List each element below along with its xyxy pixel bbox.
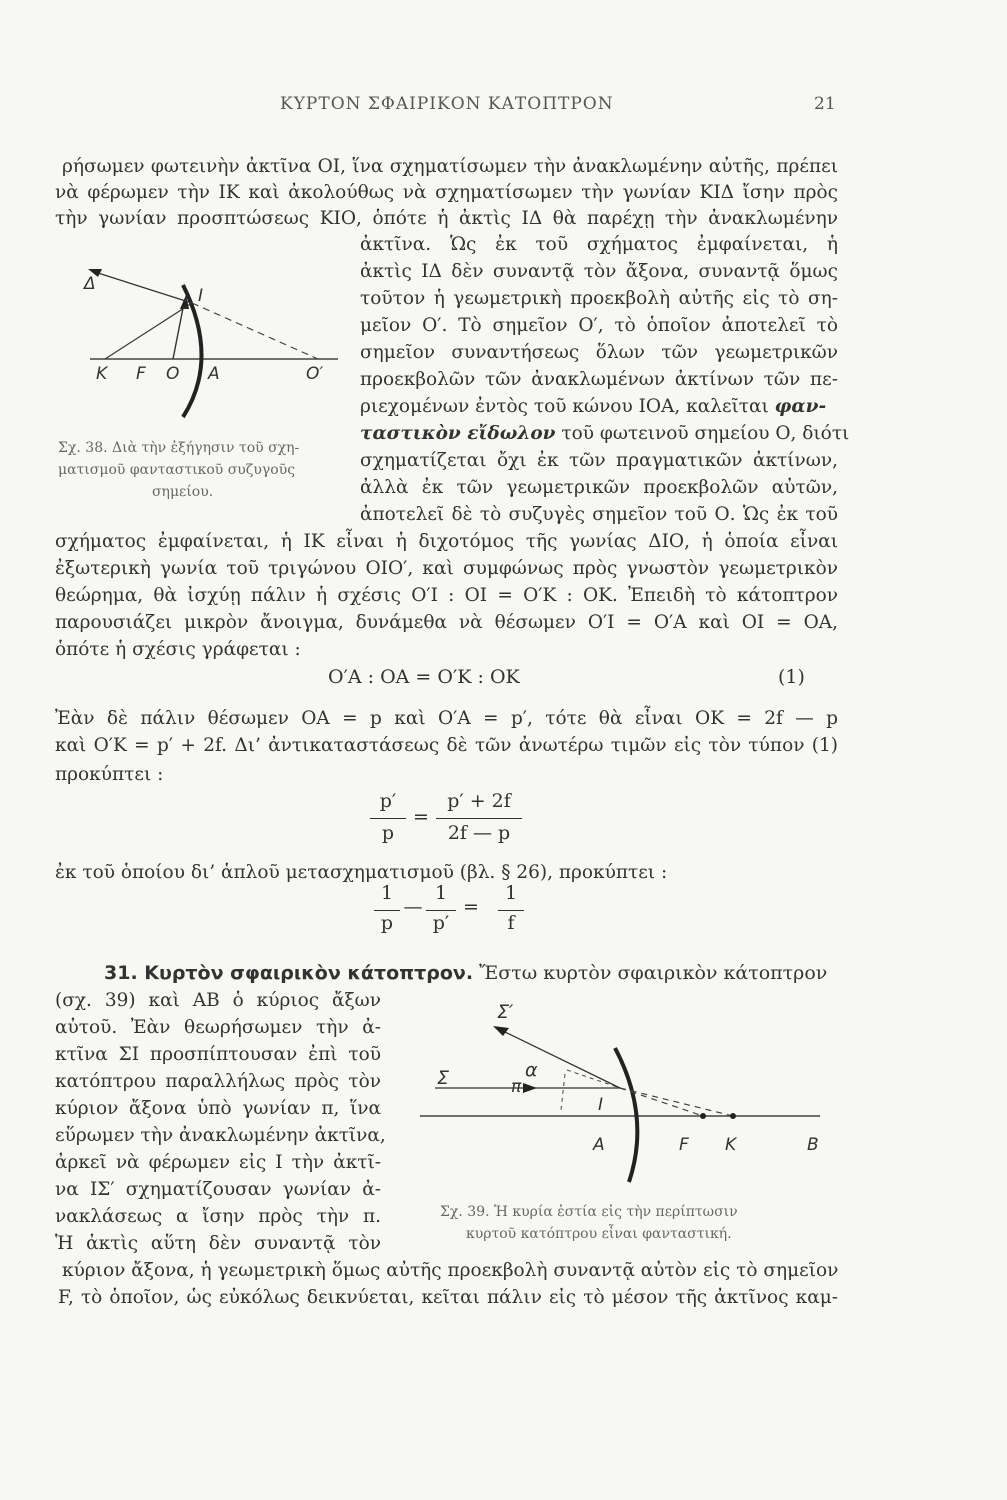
fraction-bar <box>426 910 456 911</box>
fraction-bar <box>436 818 522 819</box>
virtual-extension <box>192 303 318 359</box>
fraction-denominator: p <box>380 912 394 934</box>
label-pi: π <box>511 1077 522 1097</box>
text-line: σχηματίζεται ὄχι ἐκ τῶν πραγματικῶν ἀκτίνων, <box>360 450 838 471</box>
label-k: K <box>96 364 108 384</box>
equation-1-number: (1) <box>778 666 805 688</box>
text-line: Ἐὰν δὲ πάλιν θέσωμεν ΟΑ = p καὶ Ο′Α = p′, τότε θὰ εἶναι ΟΚ = 2f — p <box>55 708 838 729</box>
text-line: ἀκτῖνα. Ὡς ἐκ τοῦ σχήματος ἐμφαίνεται, ἡ <box>360 234 838 255</box>
fraction-denominator: f <box>507 912 515 934</box>
figure-39-caption: κυρτοῦ κατόπτρου εἶναι φανταστική. <box>466 1226 732 1242</box>
label-i: I <box>598 1095 604 1115</box>
text-line: ἀρκεῖ νὰ φέρωμεν εἰς Ι τὴν ἀκτῖ- <box>55 1152 381 1173</box>
figure-38 <box>70 255 360 425</box>
running-header <box>0 94 1007 118</box>
text-line: κύριον ἄξονα ὑπὸ γωνίαν π, ἵνα <box>55 1098 381 1119</box>
figure-38-caption: ματισμοῦ φανταστικοῦ συζυγοῦς <box>58 462 296 478</box>
text-line: τὴν γωνίαν προσπτώσεως ΚΙΟ, ὁπότε ἡ ἀκτὶς ΙΔ θὰ παρέχῃ τὴν ἀνακλωμένην <box>55 208 838 229</box>
text-line: ἐκ τοῦ ὁποίου δι’ ἁπλοῦ μετασχηματισμοῦ (βλ. § 26), προκύπτει : <box>55 862 668 883</box>
section-31-first-line <box>104 960 827 986</box>
text-line: κύριον ἄξονα, ἡ γεωμετρικὴ ὅμως αὐτῆς προεκβολὴ συναντᾷ αὐτὸν εἰς τὸ σημεῖον <box>62 1260 839 1281</box>
figure-39-caption: Σχ. 39. Ἡ κυρία ἑστία εἰς τὴν περίπτωσιν <box>440 1204 738 1220</box>
text-line: αὐτοῦ. Ἐὰν θεωρήσωμεν τὴν ἀ- <box>55 1017 381 1038</box>
text-line: ὁπότε ἡ σχέσις γράφεται : <box>55 639 301 660</box>
text-span: τοῦ φωτεινοῦ σημείου Ο, διότι <box>561 423 850 444</box>
text-span: Ἔστω κυρτὸν σφαιρικὸν κάτοπτρον <box>479 962 828 984</box>
text-line: μεῖον Ο′. Τὸ σημεῖον Ο′, τὸ ὁποῖον ἀποτελεῖ τὸ <box>360 315 838 336</box>
text-line: παρουσιάζει μικρὸν ἄνοιγμα, δυνάμεθα νὰ θέσωμεν Ο′Ι = Ο′Α καὶ ΟΙ = ΟΑ, <box>55 612 838 633</box>
reflected-ray <box>98 273 192 303</box>
focus-point <box>700 1113 706 1119</box>
text-line: καὶ Ο′Κ = p′ + 2f. Δι’ ἀντικαταστάσεως δὲ τῶν ἀνωτέρω τιμῶν εἰς τὸν τύπον (1) <box>55 735 838 756</box>
text-line: ἀλλὰ ἐκ τῶν γεωμετρικῶν προεκβολῶν αὐτῶν, <box>360 477 838 498</box>
text-line: F, τὸ ὁποῖον, ὡς εὐκόλως δεικνύεται, κεῖται πάλιν εἰς τὸ μέσον τῆς ἀκτῖνος καμ- <box>58 1287 838 1308</box>
label-sigma-prime: Σ′ <box>497 1001 514 1023</box>
text-line: σημεῖον συναντήσεως ὅλων τῶν γεωμετρικῶν <box>360 342 838 363</box>
label-a: A <box>593 1135 605 1155</box>
equals-sign: = <box>463 896 479 918</box>
text-line: θεώρημα, θὰ ἰσχύῃ πάλιν ἡ σχέσις Ο′Ι : ΟΙ = Ο′Κ : ΟΚ. Ἐπειδὴ τὸ κάτοπτρον <box>55 585 838 606</box>
text-line: ρήσωμεν φωτεινὴν ἀκτῖνα ΟΙ, ἵνα σχηματίσωμεν τὴν ἀνακλωμένην αὐτῆς, πρέπει <box>62 156 838 177</box>
text-line: ἀποτελεῖ δὲ τὸ συζυγὲς σημεῖον τοῦ Ο. Ὡς ἐκ τοῦ <box>360 504 838 525</box>
term-fantastiko: φαν- <box>774 396 827 417</box>
label-b: B <box>807 1135 819 1155</box>
text-line: ἐξωτερικὴ γωνία τοῦ τριγώνου ΟΙΟ′, καὶ συμφώνως πρὸς γνωστὸν γεωμετρικὸν <box>55 558 838 579</box>
text-line: (σχ. 39) καὶ ΑΒ ὁ κύριος ἄξων <box>55 990 381 1011</box>
ray-arrow-icon <box>493 1026 509 1036</box>
angle-guide <box>561 1074 565 1110</box>
term-fantastiko: ταστικὸν εἴδωλον <box>360 423 556 444</box>
label-f: F <box>136 364 146 384</box>
label-o: O <box>166 364 180 384</box>
fraction-numerator: p′ <box>379 790 397 812</box>
page-number: 21 <box>814 94 836 114</box>
fraction-denominator: p <box>381 822 395 844</box>
virtual-extension <box>620 1088 703 1116</box>
convex-mirror <box>615 1048 637 1182</box>
fraction-bar <box>498 910 524 911</box>
minus-sign: — <box>403 896 423 918</box>
label-i: I <box>198 286 204 306</box>
fraction-numerator: 1 <box>380 882 394 904</box>
fraction-denominator: 2f — p <box>447 822 511 844</box>
equals-sign: = <box>413 806 429 828</box>
label-delta: Δ <box>84 274 96 294</box>
text-line: ἀκτὶς ΙΔ δὲν συναντᾷ τὸν ἄξονα, συναντᾷ ὅμως <box>360 261 838 282</box>
fraction-numerator: 1 <box>504 882 518 904</box>
fraction-denominator: p′ <box>432 912 450 934</box>
running-title: ΚΥΡΤΟΝ ΣΦΑΙΡΙΚΟΝ ΚΑΤΟΠΤΡΟΝ <box>280 94 614 114</box>
section-heading: 31. Κυρτὸν σφαιρικὸν κάτοπτρον. <box>104 962 474 984</box>
text-line: προκύπτει : <box>55 764 164 785</box>
figure-38-caption: Σχ. 38. Διὰ τὴν ἐξήγησιν τοῦ σχη- <box>58 440 300 456</box>
fraction-bar <box>370 818 406 819</box>
text-line <box>360 394 826 420</box>
label-k: K <box>725 1135 737 1155</box>
text-line: Ἡ ἀκτὶς αὕτη δὲν συναντᾷ τὸν <box>55 1233 381 1254</box>
text-line: εὕρωμεν τὴν ἀνακλωμένην ἀκτῖνα, <box>55 1125 386 1146</box>
label-o-prime: O′ <box>306 364 324 384</box>
ray-arrow-icon <box>523 1083 537 1093</box>
label-a: A <box>208 364 220 384</box>
text-line: νὰ φέρωμεν τὴν ΙΚ καὶ ἀκολούθως νὰ σχηματίσωμεν τὴν γωνίαν ΚΙΔ ἴσην πρὸς <box>55 182 838 203</box>
text-line: κατόπτρου παραλλήλως πρὸς τὸν <box>55 1071 381 1092</box>
figure-38-caption: σημείου. <box>152 484 214 500</box>
text-line: κτῖνα ΣΙ προσπίπτουσαν ἐπὶ τοῦ <box>55 1044 381 1065</box>
text-line: νακλάσεως α ἴσην πρὸς τὴν π. <box>55 1206 381 1227</box>
text-line: σχήματος ἐμφαίνεται, ἡ ΙΚ εἶναι ἡ διχοτόμος τῆς γωνίας ΔΙΟ, ἡ ὁποία εἶναι <box>55 531 838 552</box>
fraction-numerator: p′ + 2f <box>447 790 511 812</box>
text-line <box>360 421 849 447</box>
label-alpha: α <box>525 1059 538 1081</box>
text-span: ριεχομένων ἐντὸς τοῦ κώνου ΙΟΑ, καλεῖται <box>360 396 769 417</box>
reflected-ray <box>505 1032 620 1088</box>
label-sigma: Σ <box>437 1067 450 1089</box>
figure-39 <box>415 990 845 1190</box>
text-line: τοῦτον ἡ γεωμετρικὴ προεκβολὴ αὐτῆς εἰς τὸ ση- <box>360 288 838 309</box>
text-line: να ΙΣ′ σχηματίζουσαν γωνίαν ἀ- <box>55 1179 381 1200</box>
text-line: προεκβολῶν τῶν ἀνακλωμένων ἀκτίνων τῶν πε- <box>360 369 838 390</box>
normal-line <box>567 1070 620 1088</box>
fraction-numerator: 1 <box>434 882 448 904</box>
equation-1: Ο′Α : ΟΑ = Ο′Κ : ΟΚ <box>328 666 520 688</box>
label-f: F <box>679 1135 689 1155</box>
fraction-bar <box>374 910 400 911</box>
center-point <box>730 1113 736 1119</box>
